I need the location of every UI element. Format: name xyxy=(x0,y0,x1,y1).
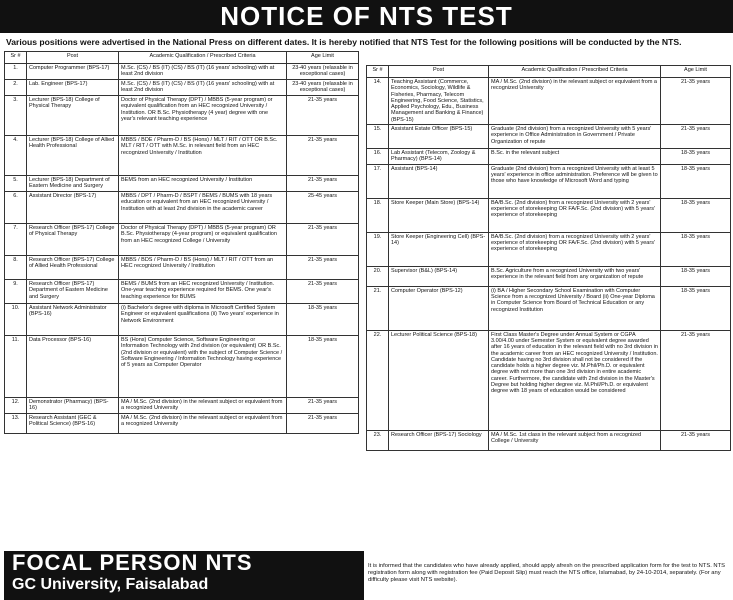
post-cell: Store Keeper (Main Store) (BPS-14) xyxy=(389,198,489,232)
sr-cell: 7. xyxy=(5,224,27,256)
post-cell: Teaching Assistant (Commerce, Economics, Sociology, Wildlife & Fisheries, Pharmacy, Telecom Engineering, Food Science, Statistics, Applied Psychology, Edu., Business Management and Banking & Finance) (BPS-15) xyxy=(389,78,489,125)
sr-cell: 6. xyxy=(5,192,27,224)
post-cell: Assistant Network Administrator (BPS-16) xyxy=(27,304,119,336)
sr-cell: 3. xyxy=(5,96,27,136)
sr-cell: 13. xyxy=(5,414,27,434)
criteria-cell: BS (Hons) Computer Science, Software Engineering or Information Technology with 2nd division (or equivalent) OR B.Sc. (2nd division or equivalent) with the subject of Computer Science / Software Engineering / Information Technology having experience of 5 years as Computer Operator xyxy=(119,336,287,398)
age-cell: 21-35 years xyxy=(287,398,359,414)
age-cell: 21-35 years xyxy=(661,430,731,450)
sr-cell: 2. xyxy=(5,80,27,96)
sr-cell: 8. xyxy=(5,256,27,280)
table-row xyxy=(367,232,731,266)
table-row xyxy=(5,96,359,136)
sr-cell: 10. xyxy=(5,304,27,336)
table-row xyxy=(367,286,731,330)
sr-cell: 17. xyxy=(367,164,389,198)
table-row xyxy=(5,280,359,304)
criteria-cell: BEMS from an HEC recognized University / Institution xyxy=(119,176,287,192)
post-cell: Lecturer Political Science (BPS-18) xyxy=(389,330,489,430)
header-sr: Sr # xyxy=(367,66,389,78)
age-cell: 21-35 years xyxy=(661,125,731,149)
criteria-cell: MBBS / DPT / Pharm-D / BSPT / BEMS / BUMS with 18 years education or equivalent from an HEC recognized University / Institution with at least 2nd division in the academic career xyxy=(119,192,287,224)
post-cell: Research Officer (BPS-17) College of Allied Health Professional xyxy=(27,256,119,280)
criteria-cell: MA / M.Sc. (2nd division) in the relevant subject or equivalent from a recognized University xyxy=(119,398,287,414)
table-row xyxy=(5,192,359,224)
age-cell: 21-35 years xyxy=(287,224,359,256)
age-cell: 21-35 years xyxy=(661,330,731,430)
table-row xyxy=(367,149,731,165)
age-cell: 21-35 years xyxy=(287,256,359,280)
age-cell: 21-35 years xyxy=(287,414,359,434)
criteria-cell: B.Sc. Agriculture from a recognized University with two years' experience in the relevant field from any organization of repute xyxy=(489,266,661,286)
table-row xyxy=(367,430,731,450)
post-cell: Research Officer (BPS-17) Sociology xyxy=(389,430,489,450)
sr-cell: 23. xyxy=(367,430,389,450)
sr-cell: 12. xyxy=(5,398,27,414)
criteria-cell: Graduate (2nd division) from a recognized University with 5 years' experience in Office Administration in Government / Private Organization of repute xyxy=(489,125,661,149)
post-cell: Assistant (BPS-14) xyxy=(389,164,489,198)
criteria-cell: (i) Bachelor's degree with diploma in Microsoft Certified System Engineer or equivalent qualifications (ii) Two years' experience in Network Environment xyxy=(119,304,287,336)
table-row xyxy=(5,224,359,256)
age-cell: 21-35 years xyxy=(287,280,359,304)
post-cell: Data Processor (BPS-16) xyxy=(27,336,119,398)
criteria-cell: (i) BA / Higher Secondary School Examination with Computer Science from a recognized University / Board (ii) One-year Diploma in Computer Science from Board of Technical Education or any recognized Institution xyxy=(489,286,661,330)
table-row xyxy=(5,256,359,280)
sr-cell: 18. xyxy=(367,198,389,232)
criteria-cell: Graduate (2nd division) from a recognized University with at least 5 years' experience in office administration. Preference will be given to those who have knowledge of Microsoft Word and typing xyxy=(489,164,661,198)
post-cell: Lecturer (BPS-18) College of Physical Therapy xyxy=(27,96,119,136)
table-row xyxy=(5,398,359,414)
age-cell: 18-35 years xyxy=(661,198,731,232)
focal-person-block xyxy=(4,551,364,600)
sr-cell: 19. xyxy=(367,232,389,266)
sr-cell: 20. xyxy=(367,266,389,286)
criteria-cell: MA / M.Sc. 1st class in the relevant subject from a recognized College / University xyxy=(489,430,661,450)
age-cell: 21-35 years xyxy=(287,176,359,192)
criteria-cell: BEMS / BUMS from an HEC recognized University / Institution. One-year teaching experience required for BEMS. One year's teaching experience for BUMS xyxy=(119,280,287,304)
criteria-cell: M.Sc. (CS) / BS (IT) (CS) / BS (IT) (16 years' schooling) with at least 2nd division xyxy=(119,64,287,80)
header-age: Age Limit xyxy=(661,66,731,78)
age-cell: 18-35 years xyxy=(287,336,359,398)
criteria-cell: First Class Master's Degree under Annual System or CGPA 3.00/4.00 under Semester System or equivalent degree awarded after 16 years of education in the relevant field with no 3rd division in the academic career from an HEC recognized University / Institution. Candidate having no 3rd division shall not be considered if the candidate holds a higher degree viz. M.Phil/Ph.D. or equivalent degree with not more than one 3rd division in entire academic career. Furthermore, the candidate with 2nd division in the Master's Degree but holding higher degree viz. M.Phil/Ph.D. or equivalent degree with 18 years of education would be considered xyxy=(489,330,661,430)
post-cell: Assistant Director (BPS-17) xyxy=(27,192,119,224)
sr-cell: 1. xyxy=(5,64,27,80)
header-post: Post xyxy=(27,52,119,64)
table-row xyxy=(5,136,359,176)
header-criteria: Academic Qualification / Prescribed Criteria xyxy=(119,52,287,64)
table-row xyxy=(5,64,359,80)
table-row xyxy=(5,414,359,434)
post-cell: Supervisor (B&L) (BPS-14) xyxy=(389,266,489,286)
criteria-cell: Doctor of Physical Therapy (DPT) / MBBS (5-year program) or equivalent qualification from an HEC recognized University / Institution. OR B.Sc. Physiotherapy (4 year) degree with one year's relevant teaching experience xyxy=(119,96,287,136)
post-cell: Lecturer (BPS-18) Department of Eastern Medicine and Surgery xyxy=(27,176,119,192)
post-cell: Lab. Engineer (BPS-17) xyxy=(27,80,119,96)
table-row xyxy=(367,164,731,198)
table-row xyxy=(367,125,731,149)
positions-table-right xyxy=(366,65,731,451)
criteria-cell: MA / M.Sc. (2nd division) in the relevant subject or equivalent from a recognized University xyxy=(119,414,287,434)
age-cell: 25-45 years xyxy=(287,192,359,224)
age-cell: 21-35 years xyxy=(661,78,731,125)
sr-cell: 11. xyxy=(5,336,27,398)
age-cell: 18-35 years xyxy=(661,266,731,286)
post-cell: Assistant Estate Officer (BPS-15) xyxy=(389,125,489,149)
criteria-cell: BA/B.Sc. (2nd division) from a recognized University with 2 years' experience of storekeeping OR FA/F.Sc. (2nd division) with 5 years' experience of storekeeping xyxy=(489,198,661,232)
university-name: GC University, Faisalabad xyxy=(12,576,209,593)
table-row xyxy=(5,336,359,398)
sr-cell: 5. xyxy=(5,176,27,192)
table-row xyxy=(367,266,731,286)
post-cell: Computer Programmer (BPS-17) xyxy=(27,64,119,80)
sr-cell: 22. xyxy=(367,330,389,430)
criteria-cell: MBBS / BDS / Pharm-D / BS (Hons) / MLT / RIT / OTT from an HEC recognized University / Institution xyxy=(119,256,287,280)
criteria-cell: MBBS / BDE / Pharm-D / BS (Hons) / MLT / RIT / OTT OR B.Sc. MLT / RIT / OTT with M.Sc. in relevant field from an HEC recognized University / Institution xyxy=(119,136,287,176)
age-cell: 18-35 years xyxy=(661,286,731,330)
table-row xyxy=(5,176,359,192)
header-criteria: Academic Qualification / Prescribed Criteria xyxy=(489,66,661,78)
age-cell: 18-35 years xyxy=(287,304,359,336)
table-row xyxy=(5,304,359,336)
age-cell: 18-35 years xyxy=(661,232,731,266)
table-row xyxy=(367,198,731,232)
age-cell: 18-35 years xyxy=(661,164,731,198)
age-cell: 21-35 years xyxy=(287,96,359,136)
criteria-cell: BA/B.Sc. (2nd division) from a recognized University with 2 years' experience of storekeeping OR FA/F.Sc. (2nd division) with 5 years' experience of storekeeping xyxy=(489,232,661,266)
post-cell: Research Assistant (GEC & Political Science) (BPS-16) xyxy=(27,414,119,434)
post-cell: Lecturer (BPS-18) College of Allied Health Professional xyxy=(27,136,119,176)
criteria-cell: Doctor of Physical Therapy (DPT) / MBBS (5-year program) OR B.Sc. Physiotherapy (4-year program) or equivalent qualification from an HEC recognized College / University xyxy=(119,224,287,256)
application-note: It is informed that the candidates who have already applied, should apply afresh on the prescribed application form for the test to NTS. NTS registration form along with registration fee (Paid Deposit Slip) must reach the NTS office, Islamabad, by 24-10-2014, separately. (For any difficulty please visit NTS website). xyxy=(368,563,726,583)
post-cell: Store Keeper (Engineering Cell) (BPS-14) xyxy=(389,232,489,266)
criteria-cell: MA / M.Sc. (2nd division) in the relevant subject or equivalent from a recognized University xyxy=(489,78,661,125)
post-cell: Lab Assistant (Telecom, Zoology & Pharmacy) (BPS-14) xyxy=(389,149,489,165)
table-row xyxy=(367,78,731,125)
sr-cell: 14. xyxy=(367,78,389,125)
criteria-cell: B.Sc. in the relevant subject xyxy=(489,149,661,165)
header-sr: Sr # xyxy=(5,52,27,64)
age-cell: 21-35 years xyxy=(287,136,359,176)
header-post: Post xyxy=(389,66,489,78)
age-cell: 18-35 years xyxy=(661,149,731,165)
table-row xyxy=(5,80,359,96)
table-row xyxy=(367,330,731,430)
age-cell: 23-40 years (relaxable in exceptional cases) xyxy=(287,80,359,96)
sr-cell: 16. xyxy=(367,149,389,165)
focal-person-title: FOCAL PERSON NTS xyxy=(12,550,253,575)
sr-cell: 15. xyxy=(367,125,389,149)
header-age: Age Limit xyxy=(287,52,359,64)
positions-table-left xyxy=(4,51,359,434)
notice-title: NOTICE OF NTS TEST xyxy=(0,0,733,33)
age-cell: 23-40 years (relaxable in exceptional cases) xyxy=(287,64,359,80)
sr-cell: 4. xyxy=(5,136,27,176)
post-cell: Research Officer (BPS-17) College of Physical Therapy xyxy=(27,224,119,256)
notice-intro: Various positions were advertised in the National Press on different dates. It is hereby notified that NTS Test for the following positions will be conducted by the NTS. xyxy=(6,37,682,47)
sr-cell: 9. xyxy=(5,280,27,304)
criteria-cell: M.Sc. (CS) / BS (IT) (CS) / BS (IT) (16 years' schooling) with at least 2nd division xyxy=(119,80,287,96)
post-cell: Research Officer (BPS-17) Department of Eastern Medicine and Surgery xyxy=(27,280,119,304)
sr-cell: 21. xyxy=(367,286,389,330)
post-cell: Demonstrator (Pharmacy) (BPS-16) xyxy=(27,398,119,414)
post-cell: Computer Operator (BPS-12) xyxy=(389,286,489,330)
